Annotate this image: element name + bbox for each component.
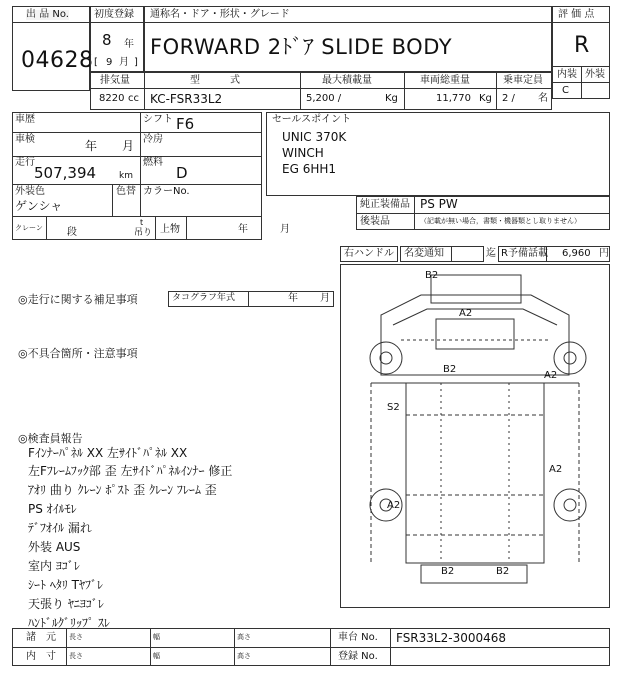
wheel-front-right (554, 342, 586, 374)
fuel-label: 燃料 (143, 157, 163, 168)
defects-title: ◎不具合箇所・注意事項 (18, 347, 138, 360)
cargo-body (406, 383, 544, 563)
inspection-month-unit: 月 (122, 139, 135, 153)
spec-capacity: 2 / (502, 93, 515, 104)
first-reg-month: 9 (106, 57, 113, 68)
spec-capacity-label: 乗車定員 (503, 75, 543, 86)
shift-label: シフト (143, 114, 173, 125)
r-plan-unit: 円 (599, 248, 609, 259)
damage-diagram (340, 264, 610, 608)
first-reg-month-unit: 月 (119, 57, 129, 68)
diagram-mark-7: A2 (387, 500, 401, 511)
spec-max-load-unit: Kg (385, 93, 398, 104)
spec-displacement-label: 排気量 (100, 75, 130, 86)
diagram-mark-9: B2 (496, 566, 510, 577)
score-interior-label: 内装 (557, 69, 577, 80)
sales-points-label: セールスポイント (272, 114, 352, 125)
tachograph-month-unit: 月 (320, 293, 330, 304)
diagram-mark-5: S2 (387, 402, 400, 413)
color-label: 外装色 (15, 186, 45, 197)
spec-max-load-label: 最大積載量 (322, 75, 372, 86)
score-exterior-label: 外装 (585, 69, 605, 80)
footer-width-label-2: 幅 (153, 652, 160, 660)
inspector-line-10: ﾊﾝﾄﾞﾙｸﾞﾘｯﾌﾟ ｽﾚ (28, 616, 110, 630)
first-reg-year-unit: 年 (124, 39, 134, 50)
color-value: ゲンシャ (15, 199, 63, 213)
steering-value: 右ハンドル (344, 248, 394, 259)
inspector-line-3: ｱｵﾘ 曲り ｸﾚｰﾝ ﾎﾟｽﾄ 歪 ｸﾚｰﾝ ﾌﾚｰﾑ 歪 (28, 483, 217, 497)
diagram-mark-2: A2 (459, 308, 473, 319)
mileage-change-label: 名変通知 (404, 248, 444, 259)
r-plan-value: 6,960 (562, 248, 591, 259)
footer-height-label-1: 高さ (237, 633, 251, 641)
name-label: 通称名・ドア・形状・グレード (150, 9, 290, 20)
diagram-mark-3: B2 (443, 364, 457, 375)
fuel-value: D (176, 164, 188, 182)
footer-width-label-1: 幅 (153, 633, 160, 641)
model-name: FORWARD 2ﾄﾞｱ SLIDE BODY (150, 35, 453, 59)
r-plan-label: R予備話載 (501, 248, 548, 259)
tachograph-year-unit: 年 (288, 293, 298, 304)
ac-label: 冷房 (143, 134, 163, 145)
crane-stage-unit: 段 (67, 227, 77, 238)
genuine-equipment-value: PS PW (420, 197, 458, 211)
chassis-value: FSR33L2-3000468 (396, 631, 507, 645)
inspector-line-9: 天張り ﾔﾆﾖｺﾞﾚ (28, 597, 104, 611)
rack-month-unit: 月 (280, 224, 290, 235)
footer-specs-label: 諸 元 (26, 632, 56, 643)
inspector-line-4: PS ｵｲﾙﾓﾚ (28, 502, 77, 516)
inspector-line-6: 外装 AUS (28, 540, 81, 554)
footer-height-label-2: 高さ (237, 652, 251, 660)
reg-label: 登録 No. (338, 651, 378, 662)
inspector-line-1: Fｲﾝﾅｰﾊﾟﾈﾙ XX 左ｻｲﾄﾞﾊﾟﾈﾙ XX (28, 446, 188, 460)
history-label: 車歴 (15, 114, 35, 125)
genuine-equipment-label: 純正装備品 (360, 199, 410, 210)
inspector-title: ◎検査員報告 (18, 432, 83, 445)
footer-length-label-2: 長さ (69, 652, 83, 660)
inspection-year-unit: 年 (85, 139, 98, 153)
first-reg-month-close: ] (134, 57, 138, 68)
truck-outline (341, 265, 609, 607)
crane-t-unit: t (140, 218, 144, 227)
score-label: 評 価 点 (558, 9, 595, 20)
windshield (436, 319, 514, 349)
diagram-mark-1: B2 (425, 270, 439, 281)
first-reg-year: 8 (102, 31, 112, 49)
spec-model-type: KC-FSR33L2 (150, 92, 223, 106)
tachograph-label: タコグラフ年式 (172, 293, 236, 303)
color-no-label: カラーNo. (143, 186, 190, 197)
aftermarket-note: （記載が無い場合，書類・機器類とし取りません） (420, 217, 581, 225)
sales-point-line-2: WINCH (282, 146, 324, 160)
rack-label: 上物 (160, 224, 180, 235)
cab-body (381, 295, 569, 375)
aftermarket-label: 後装品 (360, 216, 390, 227)
score-overall: R (574, 33, 590, 58)
score-interior-value: C (562, 85, 569, 96)
inspector-line-8: ｼｰﾄ ﾍﾀﾘ Tﾔﾌﾞﾚ (28, 578, 103, 592)
crane-label: クレーン (15, 224, 43, 232)
spec-max-load: 5,200 / (306, 93, 342, 104)
crane-lift-unit: 吊り (134, 228, 153, 238)
chassis-label: 車台 No. (338, 632, 378, 643)
spec-displacement: 8220 (99, 93, 125, 104)
shift-value: F6 (176, 115, 195, 133)
rear-bumper (421, 565, 527, 583)
mileage-label: 走行 (15, 157, 35, 168)
spec-gross-weight-unit: Kg (479, 93, 492, 104)
spec-model-type-label: 型 式 (190, 75, 240, 86)
wheel-rear-right (554, 489, 586, 521)
first-reg-month-open: [ (94, 57, 98, 68)
cab-roof (431, 275, 521, 303)
sales-point-line-1: UNIC 370K (282, 130, 347, 144)
inspection-label: 車検 (15, 134, 35, 145)
spec-gross-weight: 11,770 (436, 93, 471, 104)
spec-capacity-unit: 名 (538, 93, 548, 104)
wheel-front-left (370, 342, 402, 374)
diagram-mark-4: A2 (544, 370, 558, 381)
mileage-value: 507,394 (34, 164, 97, 182)
spec-displacement-unit: cc (128, 93, 139, 104)
mileage-unit: km (119, 171, 133, 181)
mileage-change-sep: 迄 (486, 248, 496, 259)
supplement-title: ◎走行に関する補足事項 (18, 293, 138, 306)
diagram-mark-6: A2 (549, 464, 563, 475)
lot-label: 出 品 No. (26, 9, 69, 20)
spec-gross-weight-label: 車両総重量 (420, 75, 470, 86)
inspector-line-7: 室内 ﾖｺﾞﾚ (28, 559, 80, 573)
footer-length-label-1: 長さ (69, 633, 83, 641)
footer-interior-label: 内 寸 (26, 651, 56, 662)
first-reg-label: 初度登録 (94, 9, 134, 20)
inspector-line-2: 左Fﾌﾚｰﾑﾌｯｸ部 歪 左ｻｲﾄﾞﾊﾟﾈﾙｲﾝﾅｰ 修正 (28, 464, 233, 478)
inspector-line-5: ﾃﾞﾌｵｲﾙ 漏れ (28, 521, 92, 535)
diagram-mark-8: B2 (441, 566, 455, 577)
color-change-label: 色替 (116, 186, 136, 197)
sales-point-line-3: EG 6HH1 (282, 162, 337, 176)
lot-number: 04628 (21, 48, 94, 73)
rack-year-unit: 年 (238, 224, 248, 235)
